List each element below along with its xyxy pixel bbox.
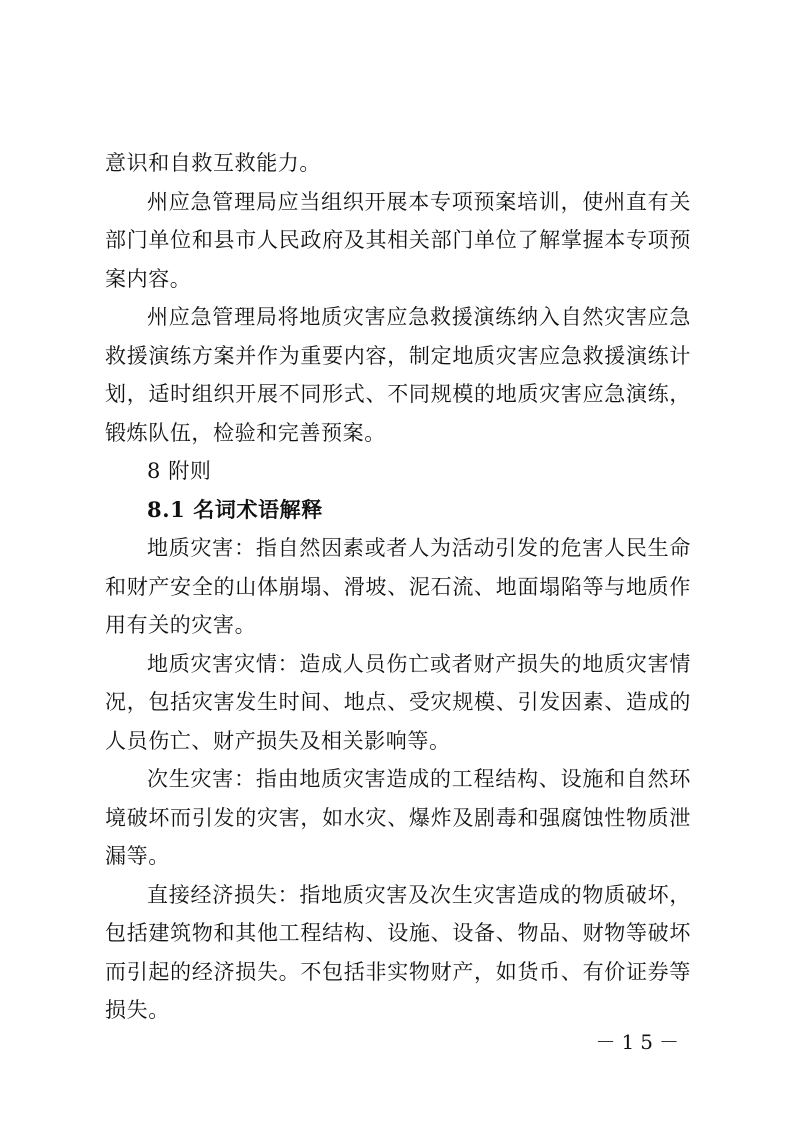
definition-secondary-disaster: 次生灾害：指由地质灾害造成的工程结构、设施和自然环境破坏而引发的灾害，如水灾、爆炸及剧毒和强腐蚀性物质泄漏等。 [105, 767, 691, 868]
page-number: －15－ [595, 1030, 685, 1054]
paragraph-training: 州应急管理局应当组织开展本专项预案培训，使州直有关部门单位和县市人民政府及其相关部门单位了解掌握本专项预案内容。 [105, 189, 691, 291]
subsection-heading: 8.1 名词术语解释 [147, 496, 323, 522]
definition-direct-economic-loss: 直接经济损失：指地质灾害及次生灾害造成的物质破坏，包括建筑物和其他工程结构、设施、设备、物品、财物等破坏而引起的经济损失。不包括非实物财产，如货币、有价证券等损失。 [105, 882, 691, 1022]
paragraph-continuation: 意识和自救互救能力。 [105, 151, 321, 175]
definition-disaster-situation: 地质灾害灾情：造成人员伤亡或者财产损失的地质灾害情况，包括灾害发生时间、地点、受灾规模、引发因素、造成的人员伤亡、财产损失及相关影响等。 [105, 651, 691, 753]
section-heading: 8 附则 [147, 459, 212, 483]
definition-geological-disaster: 地质灾害：指自然因素或者人为活动引发的危害人民生命和财产安全的山体崩塌、滑坡、泥石流、地面塌陷等与地质作用有关的灾害。 [105, 536, 691, 637]
paragraph-drill: 州应急管理局将地质灾害应急救援演练纳入自然灾害应急救援演练方案并作为重要内容，制定地质灾害应急救援演练计划，适时组织开展不同形式、不同规模的地质灾害应急演练，锻炼队伍，检验和完善预案。 [105, 305, 691, 445]
document-body [105, 144, 691, 1030]
